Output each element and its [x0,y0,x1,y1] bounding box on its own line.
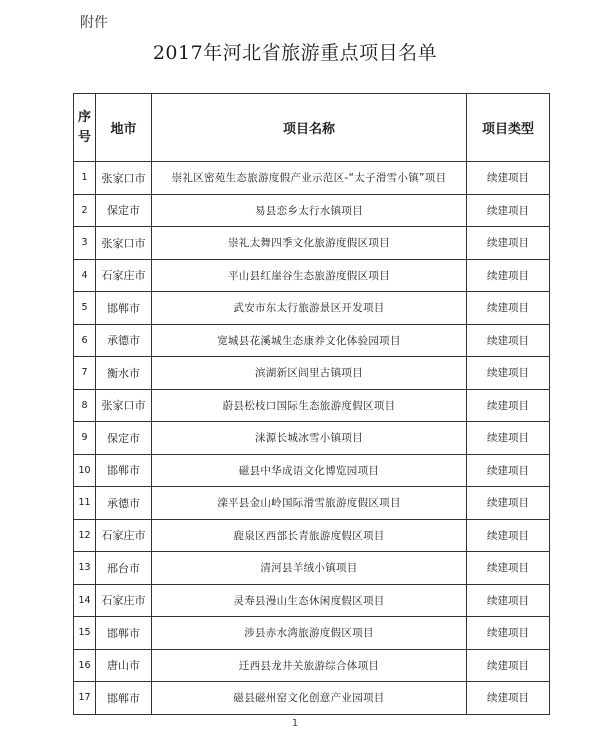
row-project-name: 崇礼太舞四季文化旅游度假区项目 [152,227,467,260]
row-city: 承德市 [96,487,152,520]
header-seq-line1: 序 [77,109,91,125]
row-project-type: 续建项目 [467,357,550,390]
row-project-name: 武安市东太行旅游景区开发项目 [152,292,467,325]
table-row [74,227,550,260]
row-city: 衡水市 [96,357,152,390]
row-project-name: 鹿泉区西部长青旅游度假区项目 [152,519,467,552]
header-name: 项目名称 [152,94,467,162]
row-number: 14 [74,584,96,617]
row-project-name: 平山县红崖谷生态旅游度假区项目 [152,259,467,292]
row-city: 邢台市 [96,552,152,585]
table-row [74,617,550,650]
row-project-name: 易县恋乡太行水镇项目 [152,194,467,227]
row-city: 石家庄市 [96,584,152,617]
row-project-name: 磁县中华成语文化博览园项目 [152,454,467,487]
row-project-type: 续建项目 [467,292,550,325]
attachment-label: 附件 [80,15,108,31]
row-project-type: 续建项目 [467,259,550,292]
row-project-type: 续建项目 [467,389,550,422]
row-city: 保定市 [96,194,152,227]
row-city: 承德市 [96,324,152,357]
row-number: 2 [74,194,96,227]
row-city: 邯郸市 [96,682,152,715]
row-number: 15 [74,617,96,650]
row-city: 石家庄市 [96,519,152,552]
row-project-name: 崇礼区密苑生态旅游度假产业示范区-“太子滑雪小镇”项目 [152,162,467,195]
project-table [73,93,550,715]
table-row [74,259,550,292]
row-number: 4 [74,259,96,292]
row-project-name: 滨湖新区闾里古镇项目 [152,357,467,390]
table-row [74,357,550,390]
table-header-row [74,94,550,162]
row-number: 12 [74,519,96,552]
row-project-type: 续建项目 [467,227,550,260]
row-number: 11 [74,487,96,520]
row-project-type: 续建项目 [467,454,550,487]
table-row [74,324,550,357]
row-project-name: 灵寿县漫山生态休闲度假区项目 [152,584,467,617]
row-project-name: 涞源长城冰雪小镇项目 [152,422,467,455]
row-number: 8 [74,389,96,422]
row-number: 10 [74,454,96,487]
header-seq-line2: 号 [77,129,91,145]
row-number: 7 [74,357,96,390]
table-row [74,584,550,617]
table-row [74,422,550,455]
table-row [74,649,550,682]
table-row [74,682,550,715]
row-project-name: 涉县赤水湾旅游度假区项目 [152,617,467,650]
table-row [74,519,550,552]
row-city: 邯郸市 [96,292,152,325]
row-project-name: 蔚县松枝口国际生态旅游度假区项目 [152,389,467,422]
row-project-type: 续建项目 [467,519,550,552]
table-row [74,162,550,195]
row-number: 3 [74,227,96,260]
table-body [74,162,550,715]
row-city: 张家口市 [96,227,152,260]
header-kind: 项目类型 [467,94,550,162]
row-project-name: 迁西县龙井关旅游综合体项目 [152,649,467,682]
table-row [74,389,550,422]
page-number: 1 [291,718,299,729]
row-project-type: 续建项目 [467,682,550,715]
row-project-type: 续建项目 [467,324,550,357]
header-city: 地市 [96,94,152,162]
row-number: 5 [74,292,96,325]
row-project-type: 续建项目 [467,649,550,682]
row-project-name: 滦平县金山岭国际滑雪旅游度假区项目 [152,487,467,520]
header-seq [74,94,96,162]
row-project-type: 续建项目 [467,617,550,650]
row-city: 石家庄市 [96,259,152,292]
row-project-name: 磁县磁州窑文化创意产业园项目 [152,682,467,715]
row-project-type: 续建项目 [467,552,550,585]
table-row [74,487,550,520]
table-row [74,454,550,487]
row-project-name: 清河县羊绒小镇项目 [152,552,467,585]
table-row [74,194,550,227]
row-city: 张家口市 [96,162,152,195]
row-city: 邯郸市 [96,454,152,487]
row-number: 17 [74,682,96,715]
row-project-type: 续建项目 [467,162,550,195]
row-project-type: 续建项目 [467,584,550,617]
table-row [74,292,550,325]
row-number: 16 [74,649,96,682]
row-number: 6 [74,324,96,357]
page-title: 2017年河北省旅游重点项目名单 [152,42,438,64]
row-city: 张家口市 [96,389,152,422]
row-city: 保定市 [96,422,152,455]
row-number: 9 [74,422,96,455]
row-project-type: 续建项目 [467,194,550,227]
row-city: 邯郸市 [96,617,152,650]
row-project-name: 宽城县花溪城生态康养文化体验园项目 [152,324,467,357]
row-number: 13 [74,552,96,585]
row-number: 1 [74,162,96,195]
row-project-type: 续建项目 [467,422,550,455]
row-project-type: 续建项目 [467,487,550,520]
table-row [74,552,550,585]
row-city: 唐山市 [96,649,152,682]
